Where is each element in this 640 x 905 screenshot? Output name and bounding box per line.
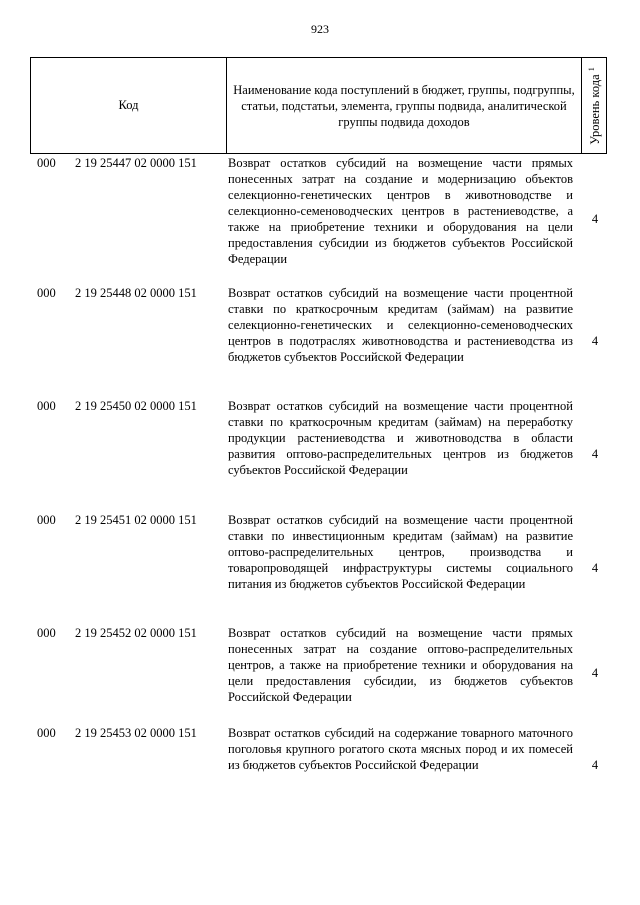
row-name: Возврат остатков субсидий на возмещение части процентной ставки по краткосрочным кредитам (займам) на переработку продукции растениеводства и животноводства в области развития оптово-распределительных центров из бюджетов субъектов Российской Федерации	[228, 399, 573, 477]
header-name: Наименование кода поступлений в бюджет, группы, подгруппы, статьи, подстатьи, элемента, группы подвида, аналитической группы подвида доходов	[227, 58, 582, 153]
row-name: Возврат остатков субсидий на возмещение части прямых понесенных затрат на создание и модернизацию объектов селекционно-генетических центров в животноводстве и селекционно-семеноводческих центров в растениеводстве, а также на приобретение техники и оборудования на цели предоставления субсидии из бюджетов субъектов Российской Федерации	[228, 156, 573, 266]
header-level-label	[587, 67, 603, 145]
header-level-text: Уровень кода	[588, 73, 603, 145]
row-code: 2 19 25453 02 0000 151	[75, 726, 197, 740]
table-header	[30, 57, 607, 154]
row-code: 2 19 25448 02 0000 151	[75, 286, 197, 300]
row-admin-code: 000	[37, 626, 56, 640]
row-admin-code: 000	[37, 286, 56, 300]
row-name: Возврат остатков субсидий на возмещение части прямых понесенных затрат на создание оптово-распределительных центров, а также на приобретение техники и оборудования на цели предоставления субсидии, из бюджетов субъектов Российской Федерации	[228, 626, 573, 704]
row-admin-code: 000	[37, 513, 56, 527]
row-name: Возврат остатков субсидий на возмещение части процентной ставки по инвестиционным кредитам (займам) на развитие оптово-распределительных центров, производства и товаропроводящей инфраструктуры системы социального питания из бюджетов субъектов Российской Федерации	[228, 513, 573, 591]
header-level	[582, 58, 608, 153]
row-code: 2 19 25452 02 0000 151	[75, 626, 197, 640]
row-level: 4	[591, 447, 599, 461]
row-name: Возврат остатков субсидий на содержание товарного маточного поголовья крупного рогатого скота мясных пород и их помесей из бюджетов субъектов Российской Федерации	[228, 726, 573, 772]
page-number: 923	[311, 22, 329, 36]
row-admin-code: 000	[37, 156, 56, 170]
header-level-footnote: 1	[586, 66, 596, 71]
row-level: 4	[591, 666, 599, 680]
row-level: 4	[591, 561, 599, 575]
row-admin-code: 000	[37, 399, 56, 413]
row-code: 2 19 25450 02 0000 151	[75, 399, 197, 413]
row-level: 4	[591, 212, 599, 226]
header-code: Код	[31, 58, 227, 153]
row-level: 4	[591, 758, 599, 772]
row-name: Возврат остатков субсидий на возмещение части процентной ставки по краткосрочным кредитам (займам) на развитие селекционно-генетических и селекционно-семеноводческих центров в подотраслях животноводства и растениеводства из бюджетов субъектов Российской Федерации	[228, 286, 573, 364]
row-admin-code: 000	[37, 726, 56, 740]
row-code: 2 19 25447 02 0000 151	[75, 156, 197, 170]
row-level: 4	[591, 334, 599, 348]
row-code: 2 19 25451 02 0000 151	[75, 513, 197, 527]
